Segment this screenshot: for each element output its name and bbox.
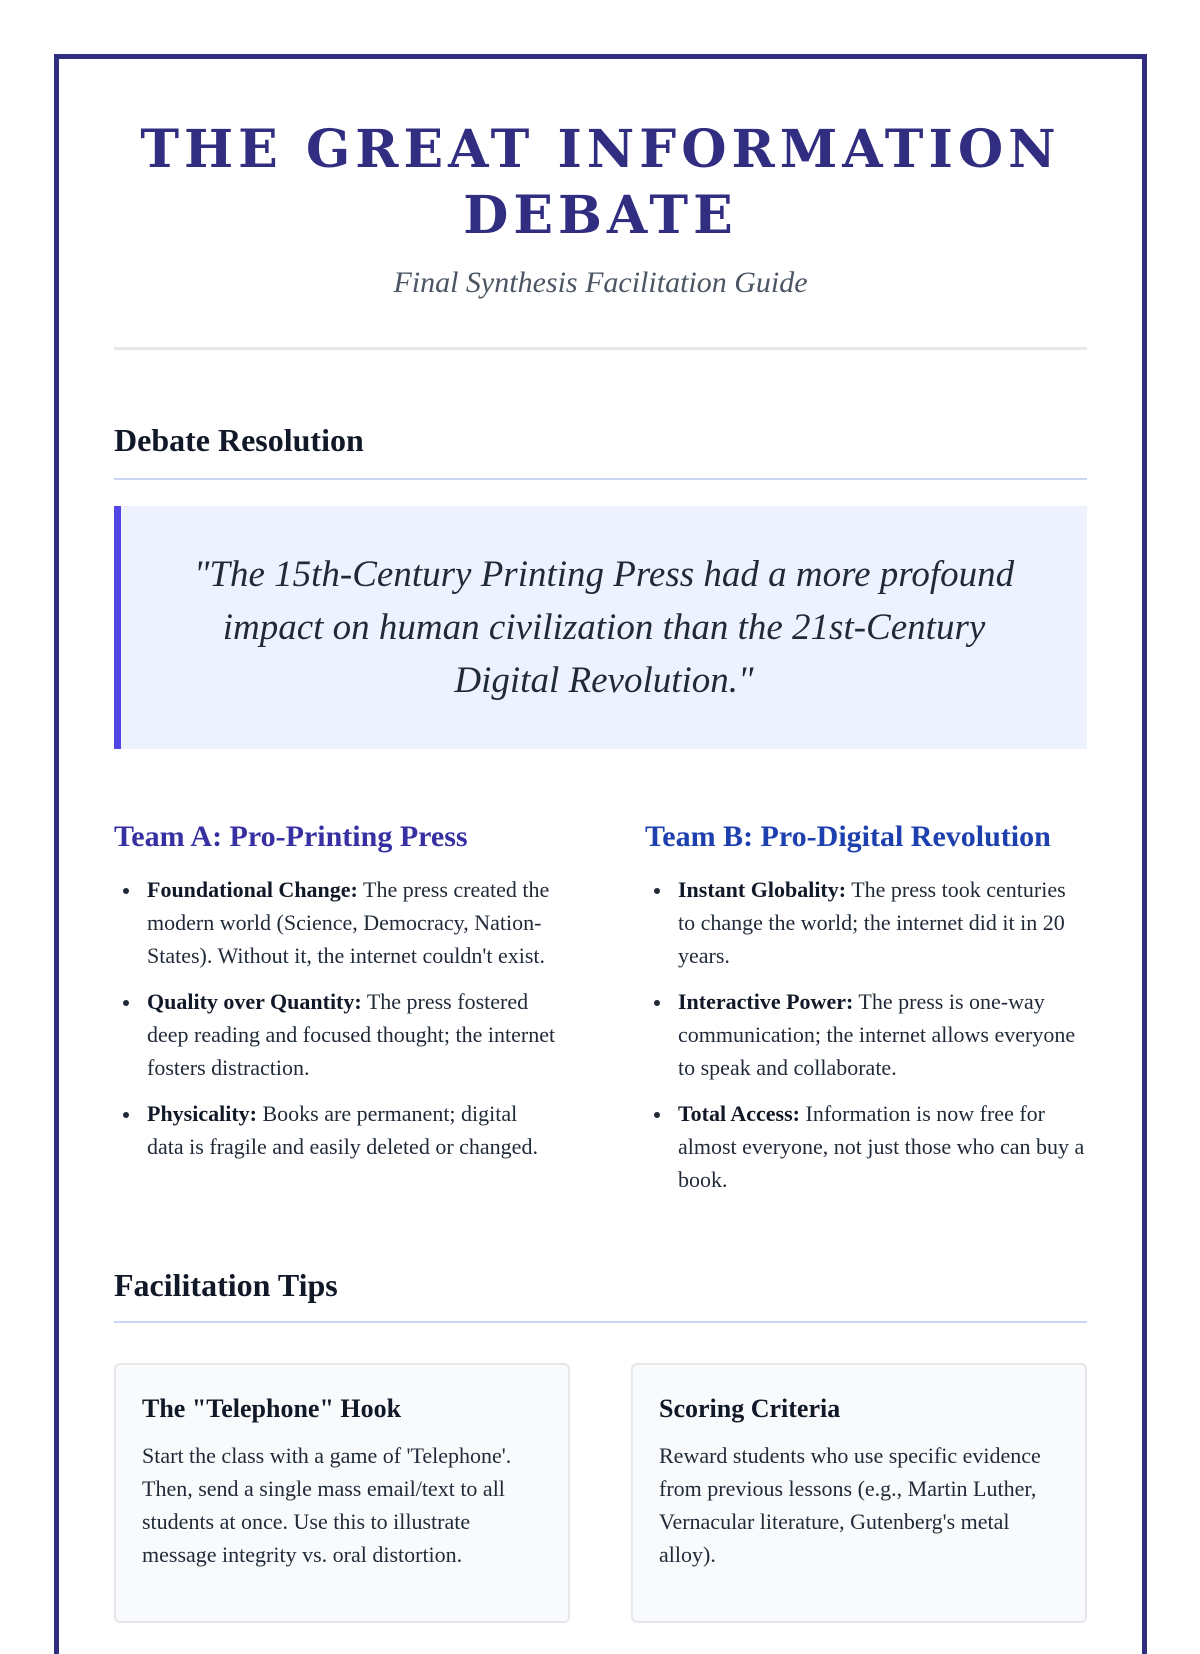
guide-page (54, 54, 1147, 1654)
tips-divider (114, 1321, 1087, 1323)
header-divider (114, 347, 1087, 350)
list-item (678, 873, 1087, 972)
tip-body: Start the class with a game of 'Telephone'. Then, send a single mass email/text to all students at once. Use this to illustrate message integrity vs. oral distortion. (142, 1443, 512, 1567)
page-content (114, 59, 1087, 1623)
list-item (678, 1097, 1087, 1196)
point-text: The press is one-way communication; the internet allows everyone to speak and collaborate. (678, 989, 1076, 1080)
point-label: Physicality: (147, 1101, 257, 1126)
tips-heading: Facilitation Tips (114, 1267, 338, 1303)
point-text: The press created the modern world (Science, Democracy, Nation-States). Without it, the internet couldn't exist. (147, 877, 550, 968)
resolution-quote: "The 15th-Century Printing Press had a more profound impact on human civilization than the 21st-Century Digital Revolution." (193, 554, 1015, 701)
tips-cards (114, 1363, 1087, 1623)
tip-body: Reward students who use specific evidence from previous lessons (e.g., Martin Luther, Vernacular literature, Gutenberg's metal alloy). (659, 1443, 1041, 1567)
point-text: Information is now free for almost everyone, not just those who can buy a book. (678, 1101, 1085, 1192)
tip-title: The "Telephone" Hook (142, 1394, 402, 1423)
team-a-heading: Team A: Pro-Printing Press (114, 820, 468, 853)
team-a-points (114, 873, 556, 1163)
tips-section (114, 1265, 1087, 1623)
tip-card-scoring (631, 1363, 1087, 1623)
list-item (147, 985, 556, 1084)
resolution-section (114, 420, 1087, 749)
resolution-quote-box (114, 506, 1087, 749)
list-item (147, 1097, 556, 1163)
team-a-column (114, 819, 556, 1209)
team-b-points (645, 873, 1087, 1196)
resolution-heading: Debate Resolution (114, 422, 364, 458)
point-text: The press took centuries to change the world; the internet did it in 20 years. (678, 877, 1066, 968)
resolution-divider (114, 478, 1087, 480)
page-title: THE GREAT INFORMATION DEBATE (140, 119, 1061, 246)
team-b-heading: Team B: Pro-Digital Revolution (645, 820, 1051, 853)
point-label: Instant Globality: (678, 877, 847, 902)
list-item (147, 873, 556, 972)
teams-section (114, 819, 1087, 1209)
page-subtitle: Final Synthesis Facilitation Guide (393, 266, 808, 299)
point-label: Total Access: (678, 1101, 801, 1126)
point-label: Foundational Change: (147, 877, 358, 902)
tip-title: Scoring Criteria (659, 1394, 841, 1423)
point-label: Quality over Quantity: (147, 989, 362, 1014)
team-b-column (645, 819, 1087, 1209)
tip-card-telephone (114, 1363, 570, 1623)
list-item (678, 985, 1087, 1084)
point-text: Books are permanent; digital data is fragile and easily deleted or changed. (147, 1101, 538, 1159)
point-label: Interactive Power: (678, 989, 854, 1014)
point-text: The press fostered deep reading and focused thought; the internet fosters distraction. (147, 989, 556, 1080)
